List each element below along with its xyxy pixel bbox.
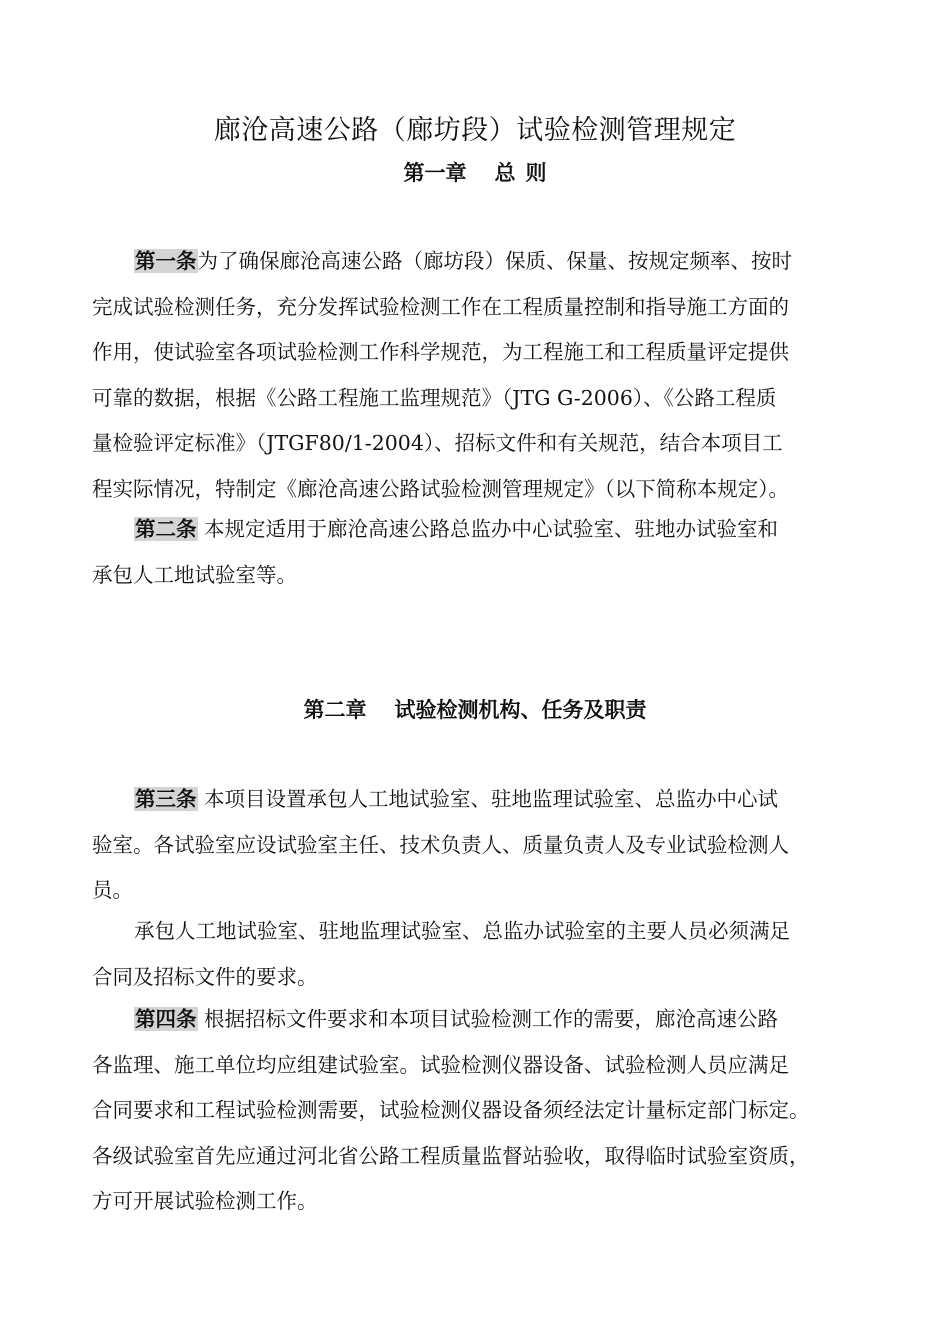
article-3-line: 验室。各试验室应设试验室主任、技术负责人、质量负责人及专业试验检测人: [92, 832, 789, 857]
article-4: [92, 997, 862, 1225]
article-3-line-text: 本项目设置承包人工地试验室、驻地监理试验室、总监办中心试: [197, 787, 779, 811]
article-1-line-text: 为了确保廊沧高速公路（廊坊段）保质、保量、按规定频率、按时: [197, 249, 792, 273]
article-2-line-text: 本规定适用于廊沧高速公路总监办中心试验室、驻地办试验室和: [197, 517, 779, 541]
chapter-1-number: 第一章: [403, 161, 467, 185]
chapter-1-heading: [0, 157, 950, 187]
document-title: 廊沧高速公路（廊坊段）试验检测管理规定: [213, 115, 737, 146]
article-3-line: 员。: [92, 878, 133, 902]
article-1-line: 完成试验检测任务，充分发挥试验检测工作在工程质量控制和指导施工方面的: [92, 294, 789, 319]
article-2-label: 第二条: [135, 517, 197, 541]
chapter-1-name-part-b: 则: [525, 161, 547, 185]
chapter-1-name-part-a: 总: [494, 161, 516, 185]
article-4-line: 各级试验室首先应通过河北省公路工程质量监督站验收，取得临时试验室资质，: [92, 1143, 810, 1168]
chapter-2-number: 第二章: [303, 698, 367, 722]
article-4-line: 合同要求和工程试验检测需要，试验检测仪器设备须经法定计量标定部门标定。: [92, 1098, 810, 1122]
article-3: [92, 777, 862, 914]
article-3-line: [92, 777, 862, 823]
article-1: [92, 239, 862, 512]
article-1-line: 可靠的数据，根据《公路工程施工监理规范》（JTG G-2006）、《公路工程质: [92, 385, 777, 410]
chapter-2-name: 试验检测机构、任务及职责: [394, 698, 647, 722]
article-4-line: 各监理、施工单位均应组建试验室。试验检测仪器设备、试验检测人员应满足: [92, 1052, 789, 1077]
article-4-line: [92, 997, 862, 1043]
article-1-line: 量检验评定标准》（JTGF80/1-2004）、招标文件和有关规范，结合本项目工: [92, 431, 783, 455]
article-1-line: 作用，使试验室各项试验检测工作科学规范，为工程施工和工程质量评定提供: [92, 340, 789, 364]
article-3-label: 第三条: [135, 787, 197, 811]
article-1-label: 第一条: [135, 249, 197, 273]
article-4-line-text: 根据招标文件要求和本项目试验检测工作的需要，廊沧高速公路: [197, 1007, 779, 1031]
article-4-line: 方可开展试验检测工作。: [92, 1189, 318, 1213]
chapter-2-heading: [0, 694, 950, 724]
article-4-label: 第四条: [135, 1007, 197, 1031]
paragraph-line: 承包人工地试验室、驻地监理试验室、总监办试验室的主要人员必须满足: [134, 919, 790, 943]
article-1-line: 程实际情况，特制定《廊沧高速公路试验检测管理规定》（以下简称本规定）。: [92, 476, 789, 501]
article-2-line: 承包人工地试验室等。: [92, 562, 297, 587]
article-2-line: [92, 507, 862, 553]
article-1-line: [92, 239, 862, 285]
paragraph-line: 合同及招标文件的要求。: [92, 964, 318, 989]
article-2: [92, 507, 862, 598]
paragraph-staff-requirements: [92, 909, 862, 1000]
